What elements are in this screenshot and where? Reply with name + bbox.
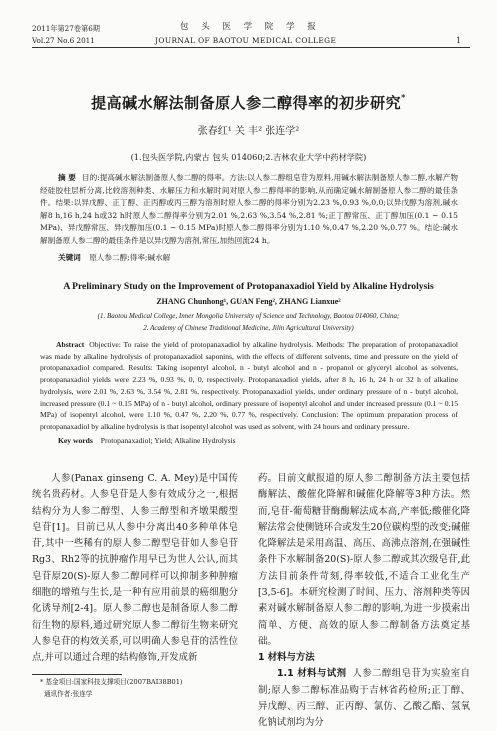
footnote-rule xyxy=(32,674,122,675)
body-right-column xyxy=(258,471,470,731)
issue-cn: 2011年第27卷第6期 xyxy=(32,24,100,33)
issue-en: Vol.27 No.6 2011 xyxy=(32,36,95,45)
affiliation-cn: (1.包头医学院,内蒙古 包头 014060;2.吉林农业大学中药材学院) xyxy=(130,152,367,162)
section-1-1-text: 人参二醇组皂苷为实验室自制;原人参二醇标准品购于吉林省药检所;正丁醇、异戊醇、丙三醇、正丙醇、氯仿、乙酸乙酯、氢氧化钠试剂均为分 xyxy=(258,668,470,729)
keywords-en-text: Protopanaxadiol; Yield; Alkaline Hydrolysis xyxy=(100,436,236,445)
section-1-1 xyxy=(258,666,470,731)
keywords-cn-text: 原人参二醇;得率;碱水解 xyxy=(89,253,171,262)
abstract-en-label: Abstract xyxy=(56,340,85,349)
section-heading-1-1: 1.1 材料与试剂 xyxy=(277,668,347,680)
abstract-cn xyxy=(40,172,458,248)
keywords-en xyxy=(58,435,236,447)
keywords-en-label: Key words xyxy=(58,436,93,445)
journal-title-cn: 包 头 医 学 院 学 报 xyxy=(180,22,321,32)
body-right-text: 药。目前文献报道的原人参二醇制备方法主要包括酶解法、酸催化降解和碱催化降解等3种方法。然而,皂苷-葡萄糖苷酶酶解法成本高,产率低;酸催化降解法常会使侧链环合或发生20位碳构型的改变;碱催化降解法是采用高温、高压、高沸点溶剂,在强碱性条件下水解制备20(S)-原人参二醇或其次级皂苷,此方法目前条件苛刻,得率较低,不适合工业化生产[3,5-6]。本研究检测了时间、压力、溶剂种类等因素对碱水解制备原人参二醇的影响,为进一步摸索出简单、方便、高效的原人参二醇制备方法奠定基础。 xyxy=(258,473,470,647)
abstract-cn-text: 目的:提高碱水解法制备原人参二醇的得率。方法:以人参二醇组皂苷为原料,用碱水解法制备原人参二醇,水解产物经硅胶柱层析分离,比较溶剂种类、水解压力和水解时间对原人参二醇得率的影响,从而确定碱水解制备原人参二醇的最佳条件。结果:以异戊醇、正丁醇、正丙醇或丙三醇为溶剂时原人参二醇的得率分别为2.23 %,0.93 %,0,0;以异戊醇为溶剂,碱水解8 h,16 h,24 h或32 h时原人参二醇得率分别为2.01 %,2.63 %,3.54 %,2.81 %;正丁醇常压、正丁醇加压(0.1 ~ 0.15 MPa)、异戊醇常压、异戊醇加压(0.1 ~ 0.15 MPa)时原人参二醇得率分别为1.10 %,0.47 %,2.20 %,0.77 %。结论:碱水解制备原人参二醇的最佳条件是以异戊醇为溶剂,常压,加热回流24 h。 xyxy=(40,173,458,245)
section-heading-1: 1 材料与方法 xyxy=(258,652,315,664)
body-left-column: 人参(Panax ginseng C. A. Mey)是中国传统名贵药材。人参皂苷是人参有效成分之一,根据结构分为人参二醇型、人参三醇型和齐墩果酸型皂苷[1]。目前已从人参中分离出40多种单体皂苷,其中一些稀有的原人参二醇型皂苷如人参皂苷Rg3、Rh2等的抗肿瘤作用早已为世人公认,而其皂苷原20(S)-原人参二醇同样可以抑制多种肿瘤细胞的增殖与生长,是一种有应用前景的癌细胞分化诱导剂[2-4]。原人参二醇也是制备原人参二醇衍生物的原料,通过研究原人参二醇衍生物来研究人参皂苷的构效关系,可以明确人参皂苷的活性位点,并可以通过合理的结构修饰,开发成新 xyxy=(32,473,238,664)
keywords-cn-label: 关键词 xyxy=(58,253,81,262)
header-rule xyxy=(32,47,470,48)
page-number: 1 xyxy=(456,36,462,45)
article-title-en: A Preliminary Study on the Improvement of Protopanaxadiol Yield by Alkaline Hydrolysis xyxy=(63,281,434,292)
authors-cn: 张春红¹ 关 丰² 张连学² xyxy=(197,126,300,137)
footnote-fund: * 基金项目:国家科技支撑项目(2007BAI38B01) xyxy=(40,678,183,686)
footnote-author: 通讯作者:张连学 xyxy=(44,690,93,698)
article-title-cn: 提高碱水解法制备原人参二醇得率的初步研究* xyxy=(91,92,406,112)
keywords-cn xyxy=(58,252,170,264)
abstract-en xyxy=(40,339,458,433)
abstract-en-text: Objective: To raise the yield of protopanaxadiol by alkaline hydrolysis. Methods: The preparation of protopanaxadiol was made by alkaline hydrolysis of protopanaxadiol saponins, with the effects of different solvents, time and pressure on the yield of protopanaxadiol compared. Results: Taking isopentyl alcohol, n - butyl alcohol and n - propanol or glyceryl alcohol as solvents, protopanaxadiol yields were 2.23 %, 0.93 %, 0, 0, respectively. Protopanaxadiol yields, after 8 h, 16 h, 24 h or 32 h of alkaline hydrolysis, were 2.01 %, 2.63 %, 3.54 %, 2.81 %, respectively. Protopanaxadiol yields, under ordinary pressure of n - butyl alcohol, increased pressure (0.1 ~ 0.15 MPa) of n - butyl alcohol, ordinary pressure of isopentyl alcohol and under increased pressure (0.1 ~ 0.15 MPa) of isopentyl alcohol, were 1.10 %, 0.47 %, 2.20 %, 0.77 %, respectively. Conclusion: The optimum preparation process of protopanaxadiol by alkaline hydrolysis is that isopentyl alcohol was used as solvent, with 24 hours and ordinary pressure. xyxy=(40,340,458,431)
journal-title-en: JOURNAL OF BAOTOU MEDICAL COLLEGE xyxy=(155,36,337,45)
authors-en: ZHANG Chunhong¹, GUAN Feng², ZHANG Lianxue² xyxy=(156,297,341,306)
affiliation-en-1: (1. Baotou Medical College, Inner Mongolia University of Science and Technology, Baotou 014060, China; xyxy=(97,312,400,320)
affiliation-en-2: 2. Academy of Chinese Traditional Medicine, Jilin Agricultural University) xyxy=(143,324,354,332)
abstract-cn-label: 摘 要 xyxy=(58,173,76,182)
